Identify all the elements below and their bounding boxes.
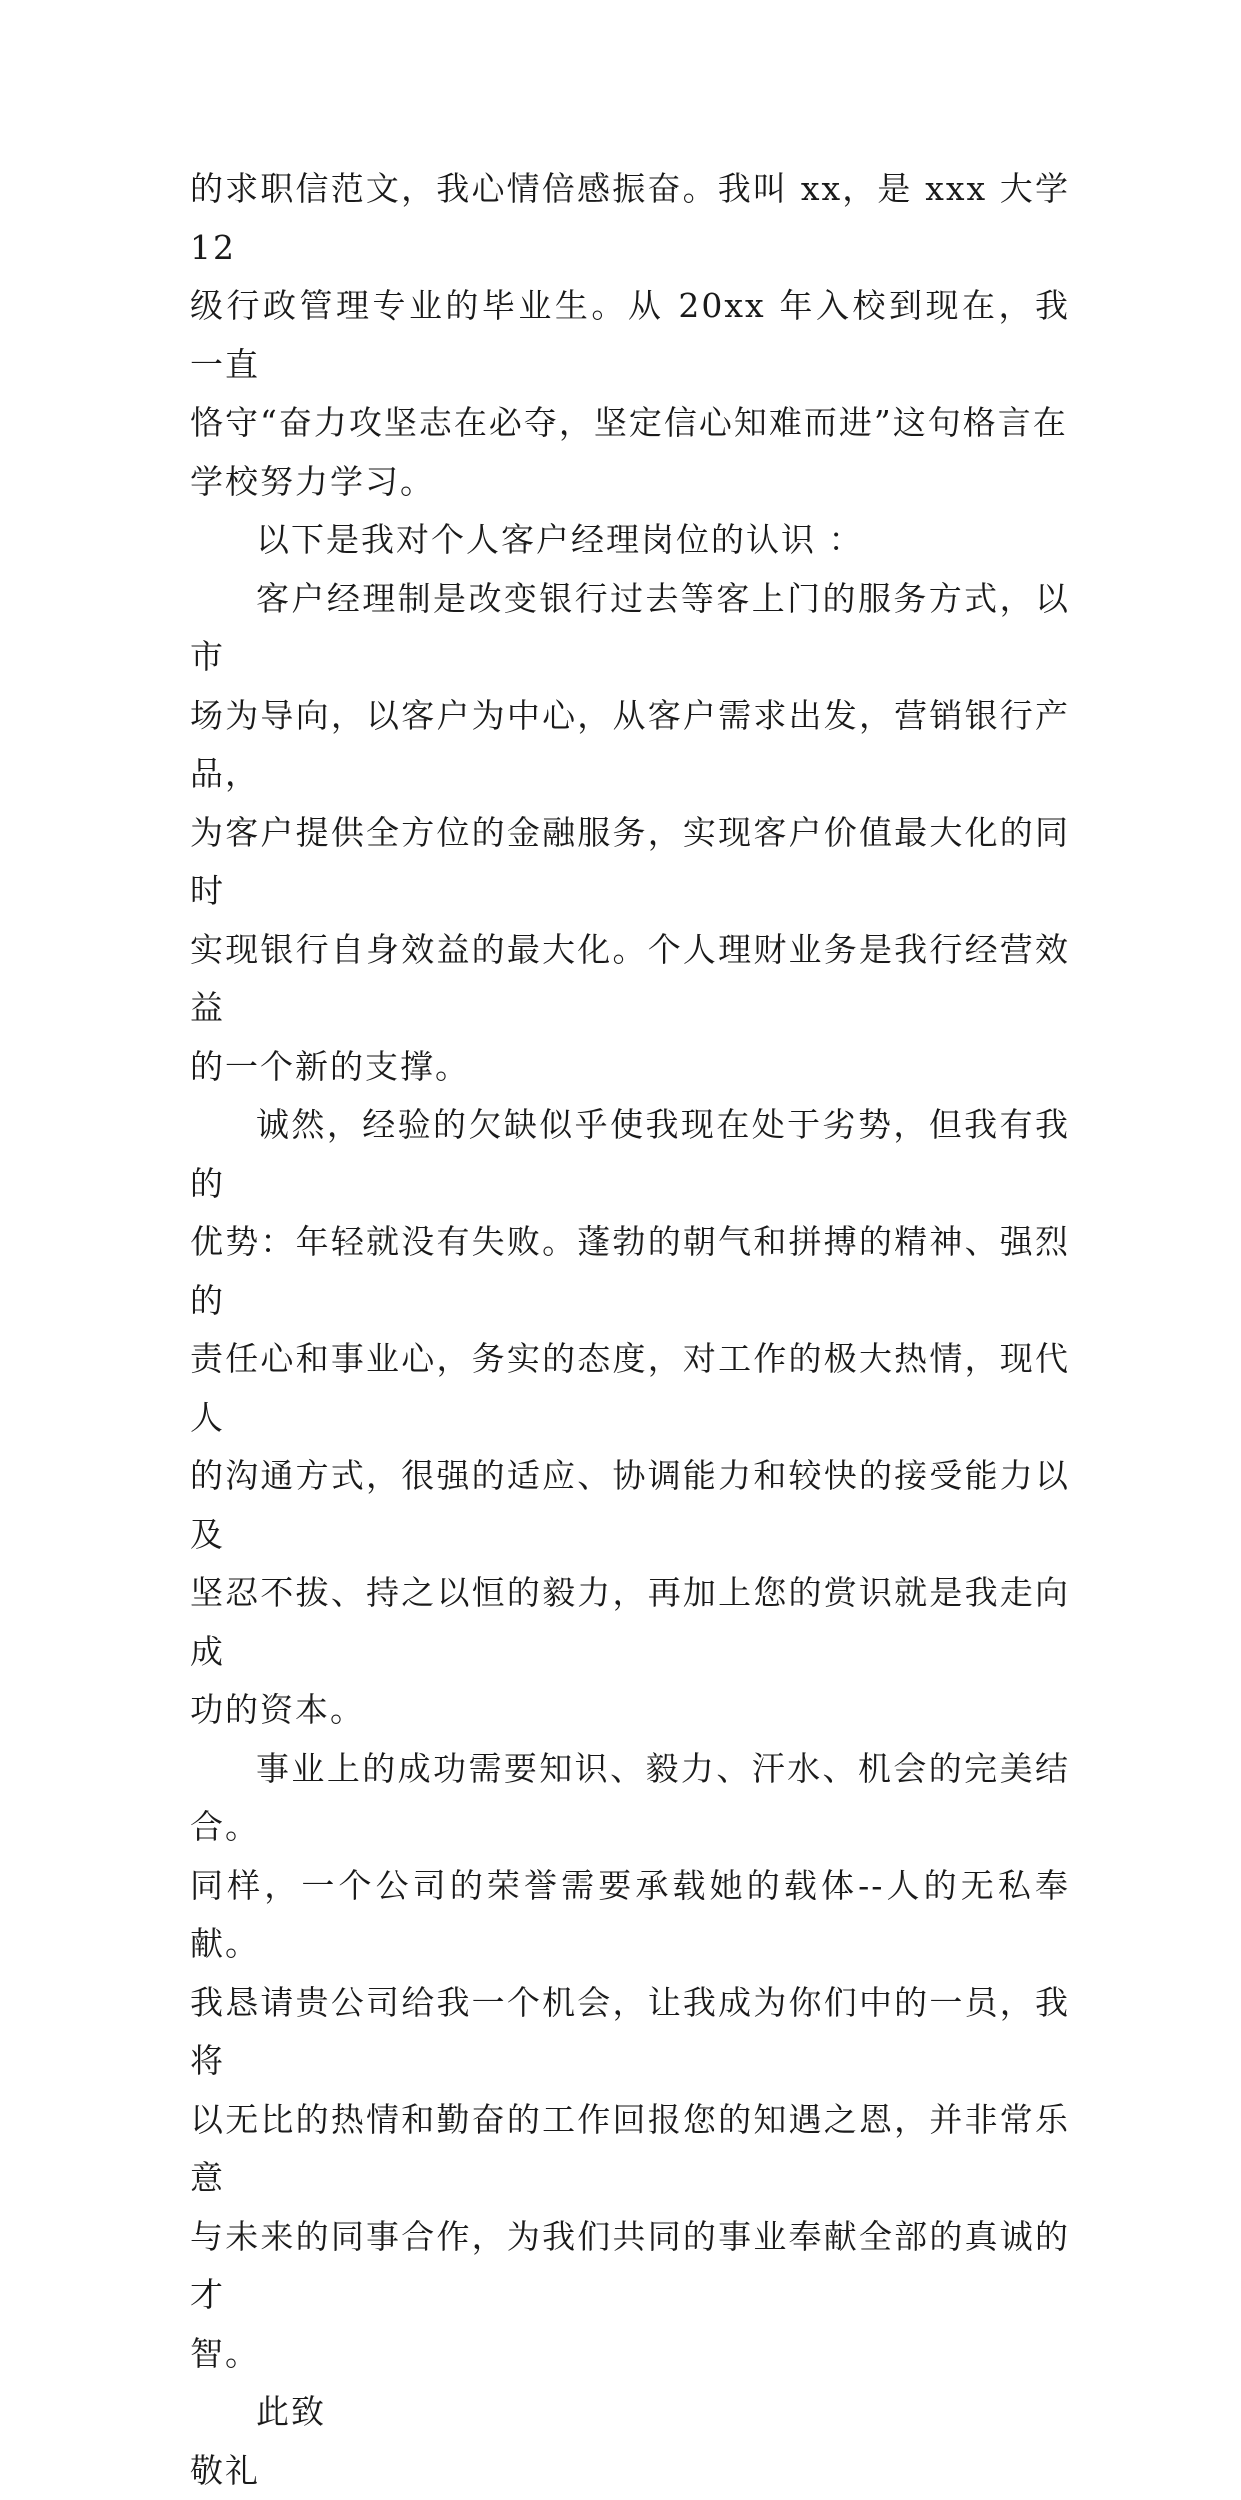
text-line: 恪守“奋力攻坚志在必夺，坚定信心知难而进”这句格言在	[190, 394, 1070, 453]
text-line: 为客户提供全方位的金融服务，实现客户价值最大化的同时	[190, 804, 1070, 921]
text-line: 诚然，经验的欠缺似乎使我现在处于劣势，但我有我的	[190, 1096, 1070, 1213]
text-line: 的一个新的支撑。	[190, 1038, 1070, 1097]
salutation: 敬礼	[190, 2442, 1070, 2500]
paragraph-intro	[190, 160, 1070, 511]
paragraph-role-description	[190, 570, 1070, 1097]
text-line: 级行政管理专业的毕业生。从 20xx 年入校到现在，我一直	[190, 277, 1070, 394]
text-line: 事业上的成功需要知识、毅力、汗水、机会的完美结合。	[190, 1740, 1070, 1857]
text-line: 责任心和事业心，务实的态度，对工作的极大热情，现代人	[190, 1330, 1070, 1447]
text-line: 以下是我对个人客户经理岗位的认识 ：	[190, 511, 1070, 570]
paragraph-strengths	[190, 1096, 1070, 1740]
text-line: 场为导向，以客户为中心，从客户需求出发，营销银行产品，	[190, 687, 1070, 804]
text-line: 智。	[190, 2325, 1070, 2384]
text-line: 实现银行自身效益的最大化。个人理财业务是我行经营效益	[190, 921, 1070, 1038]
text-line: 客户经理制是改变银行过去等客上门的服务方式，以市	[190, 570, 1070, 687]
text-line: 的沟通方式，很强的适应、协调能力和较快的接受能力以及	[190, 1447, 1070, 1564]
text-line: 的求职信范文，我心情倍感振奋。我叫 xx，是 xxx 大学 12	[190, 160, 1070, 277]
letter-body	[190, 160, 1070, 2500]
text-line: 以无比的热情和勤奋的工作回报您的知遇之恩，并非常乐意	[190, 2091, 1070, 2208]
text-line: 优势：年轻就没有失败。蓬勃的朝气和拼搏的精神、强烈的	[190, 1213, 1070, 1330]
text-line: 同样，一个公司的荣誉需要承载她的载体--人的无私奉献。	[190, 1857, 1070, 1974]
paragraph-request	[190, 1740, 1070, 2384]
text-line: 与未来的同事合作，为我们共同的事业奉献全部的真诚的才	[190, 2208, 1070, 2325]
text-line: 功的资本。	[190, 1681, 1070, 1740]
closing-line: 此致	[190, 2383, 1070, 2442]
paragraph-heading	[190, 511, 1070, 570]
text-line: 学校努力学习。	[190, 453, 1070, 512]
text-line: 我恳请贵公司给我一个机会，让我成为你们中的一员，我将	[190, 1974, 1070, 2091]
text-line: 坚忍不拔、持之以恒的毅力，再加上您的赏识就是我走向成	[190, 1564, 1070, 1681]
